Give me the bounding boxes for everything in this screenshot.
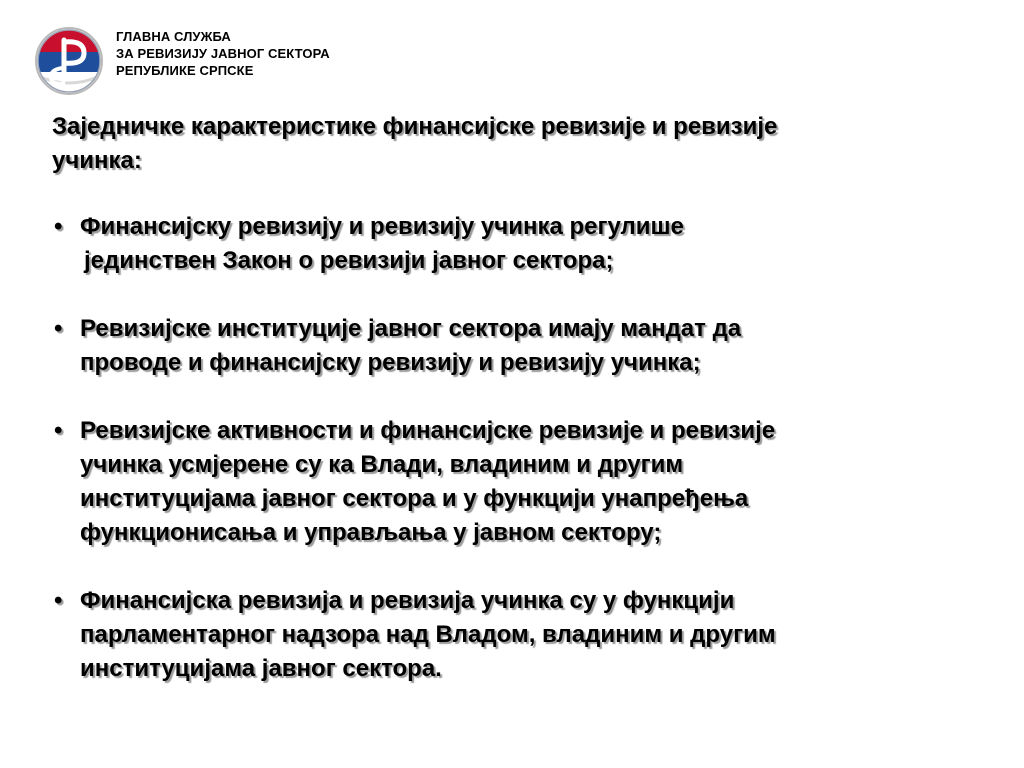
slide-heading-line: Заједничке карактеристике финансијске ревизије и ревизије	[52, 113, 778, 140]
bullet-line: функционисања и управљања у јавном сектору;	[80, 519, 662, 546]
bullet-line: институцијама јавног сектора.	[80, 655, 442, 682]
bullet-line: учинка усмјерене су ка Влади, владиним и другим	[80, 451, 684, 478]
bullet-item	[52, 312, 952, 380]
bullet-icon: •	[54, 315, 63, 342]
bullet-line: институцијама јавног сектора и у функцији унапређења	[80, 485, 749, 512]
bullet-line: Ревизијске активности и финансијске ревизије и ревизије	[80, 417, 776, 444]
bullet-line: Финансијску ревизију и ревизију учинка регулише	[80, 213, 684, 240]
bullet-line: Ревизијске институције јавног сектора имају мандат да	[80, 315, 742, 342]
slide-body	[52, 110, 952, 720]
bullet-line: Финансијска ревизија и ревизија учинка су у функцији	[80, 587, 735, 614]
bullet-icon: •	[54, 417, 63, 444]
bullet-line: јединствен Закон о ревизији јавног сектора;	[84, 247, 614, 274]
bullet-line: парламентарног надзора над Владом, владиним и другим	[80, 621, 776, 648]
organization-name-line: ЗА РЕВИЗИЈУ ЈАВНОГ СЕКТОРА	[116, 46, 330, 61]
slide-header	[34, 26, 454, 96]
bullet-icon: •	[54, 213, 63, 240]
bullet-item	[52, 210, 952, 278]
bullet-line: проводе и финансијску ревизију и ревизију учинка;	[80, 349, 701, 376]
slide-heading-line: учинка:	[52, 147, 142, 174]
bullet-item	[52, 584, 952, 686]
bullet-icon: •	[54, 587, 63, 614]
organization-name-line: ГЛАВНА СЛУЖБА	[116, 29, 231, 44]
bullet-list	[52, 210, 952, 686]
bullet-item	[52, 414, 952, 550]
organization-name-line: РЕПУБЛИКЕ СРПСКЕ	[116, 63, 254, 78]
slide-heading	[52, 110, 952, 178]
organization-name	[116, 28, 330, 79]
audit-office-emblem-icon	[34, 26, 104, 96]
